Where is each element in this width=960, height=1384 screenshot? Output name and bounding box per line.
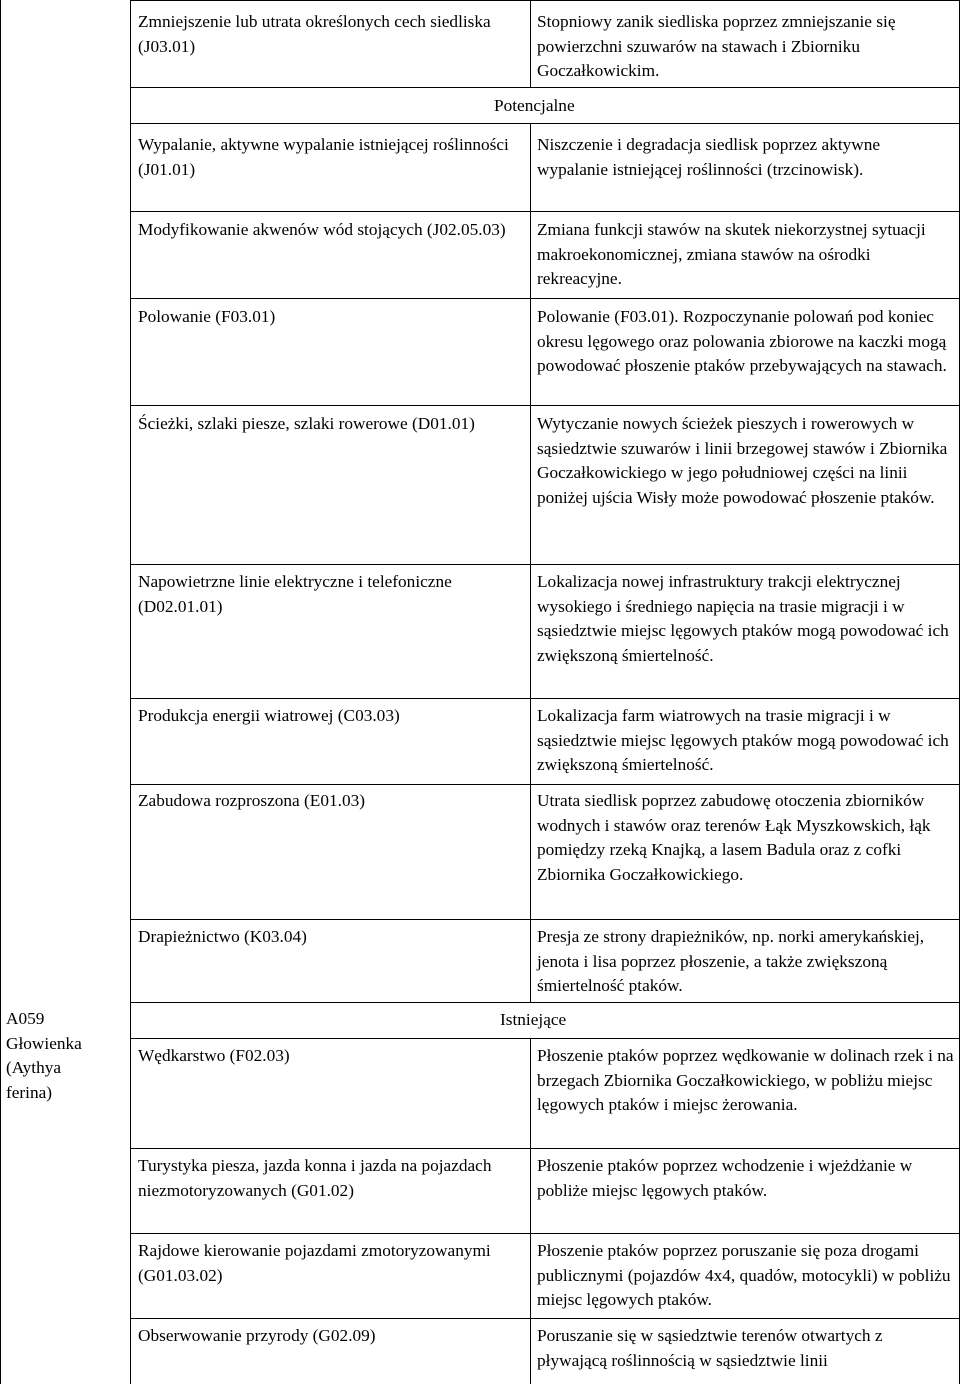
threat-cell: Rajdowe kierowanie pojazdami zmotoryzowanymi (G01.03.02) [138,1241,491,1285]
row-divider [130,211,960,212]
threat-cell: Napowietrzne linie elektryczne i telefoniczne (D02.01.01) [138,572,452,616]
column-divider [530,1038,531,1148]
description-cell: Lokalizacja nowej infrastruktury trakcji elektrycznej wysokiego i średniego napięcia na trasie migracji i w sąsiedztwie miejsc lęgowych ptaków mogą powodować ich zwiększoną śmiertelność. [537,572,949,665]
row-divider [130,405,960,406]
threat-cell: Produkcja energii wiatrowej (C03.03) [138,706,400,725]
species-code: A059 [6,1009,45,1028]
column-divider [530,405,531,564]
row-divider [130,1002,960,1003]
column-divider [530,1148,531,1233]
column-divider [530,1318,531,1384]
threat-cell: Drapieżnictwo (K03.04) [138,927,307,946]
description-cell: Polowanie (F03.01). Rozpoczynanie polowań pod koniec okresu lęgowego oraz polowania zbiorowe na kaczki mogą powodować płoszenie ptaków przebywających na stawach. [537,307,947,375]
description-cell: Niszczenie i degradacja siedlisk poprzez aktywne wypalanie istniejącej roślinności (trzcinowisk). [537,135,881,179]
threat-cell: Polowanie (F03.01) [138,307,276,326]
column-divider-species [130,0,131,1384]
threat-cell: Wypalanie, aktywne wypalanie istniejącej roślinności (J01.01) [138,135,509,179]
row-divider [130,698,960,699]
row-divider [130,784,960,785]
species-cell [6,1007,106,1105]
threat-cell: Modyfikowanie akwenów wód stojących (J02.05.03) [138,220,506,239]
column-divider [530,123,531,211]
column-divider [530,1233,531,1318]
threat-cell: Zmniejszenie lub utrata określonych cech siedliska (J03.01) [138,12,491,56]
threat-cell: Ścieżki, szlaki piesze, szlaki rowerowe (D01.01) [138,414,475,433]
column-divider [530,784,531,919]
description-cell: Wytyczanie nowych ścieżek pieszych i rowerowych w sąsiedztwie szuwarów i linii brzegowej stawów i Zbiornika Goczałkowickiego w jego południowej części na linii poniżej ujścia Wisły może powodować płoszenie ptaków. [537,414,948,507]
description-cell: Presja ze strony drapieżników, np. norki amerykańskiej, jenota i lisa poprzez płoszenie, a także zwiększoną śmiertelność ptaków. [537,927,925,995]
table-border-top [130,0,960,1]
row-divider [130,1233,960,1234]
column-divider [530,298,531,405]
row-divider [130,564,960,565]
row-divider [130,1038,960,1039]
column-divider [530,919,531,1002]
species-name: Głowienka [6,1033,82,1053]
column-divider [530,698,531,784]
column-divider [530,564,531,698]
section-label-existing: Istniejące [500,1010,567,1029]
row-divider [130,1318,960,1319]
threat-cell: Zabudowa rozproszona (E01.03) [138,791,365,810]
row-divider [130,1148,960,1149]
description-cell: Stopniowy zanik siedliska poprzez zmniejszanie się powierzchni szuwarów na stawach i Zbiorniku Goczałkowickim. [537,12,896,80]
table-border-left [0,0,1,1384]
row-divider [130,123,960,124]
column-divider [530,211,531,298]
row-divider [130,919,960,920]
section-label-potential: Potencjalne [494,96,575,115]
row-divider [130,298,960,299]
description-cell: Lokalizacja farm wiatrowych na trasie migracji i w sąsiedztwie miejsc lęgowych ptaków mogą powodować ich zwiększoną śmiertelność. [537,706,949,774]
threat-cell: Wędkarstwo (F02.03) [138,1046,290,1065]
species-latin-name: (Aythya ferina) [6,1058,62,1102]
description-cell: Płoszenie ptaków poprzez wchodzenie i wjeżdżanie w pobliże miejsc lęgowych ptaków. [537,1156,913,1200]
description-cell: Zmiana funkcji stawów na skutek niekorzystnej sytuacji makroekonomicznej, zmiana stawów na ośrodki rekreacyjne. [537,220,926,288]
description-cell: Płoszenie ptaków poprzez wędkowanie w dolinach rzek i na brzegach Zbiornika Goczałkowickiego, w pobliżu miejsc lęgowych ptaków i miejsc żerowania. [537,1046,954,1114]
description-cell: Utrata siedlisk poprzez zabudowę otoczenia zbiorników wodnych i stawów oraz terenów Łąk Myszkowskich, łąk pomiędzy rzeką Knajką, a lasem Badula oraz z cofki Zbiornika Goczałkowickiego. [537,791,931,884]
threat-cell: Obserwowanie przyrody (G02.09) [138,1326,376,1345]
column-divider [530,0,531,87]
threat-cell: Turystyka piesza, jazda konna i jazda na pojazdach niezmotoryzowanych (G01.02) [138,1156,492,1200]
description-cell: Płoszenie ptaków poprzez poruszanie się poza drogami publicznymi (pojazdów 4x4, quadów, motocykli) w pobliżu miejsc lęgowych ptaków. [537,1241,951,1309]
description-cell: Poruszanie się w sąsiedztwie terenów otwartych z pływającą roślinnością w sąsiedztwie linii [537,1326,883,1370]
row-divider [130,87,960,88]
